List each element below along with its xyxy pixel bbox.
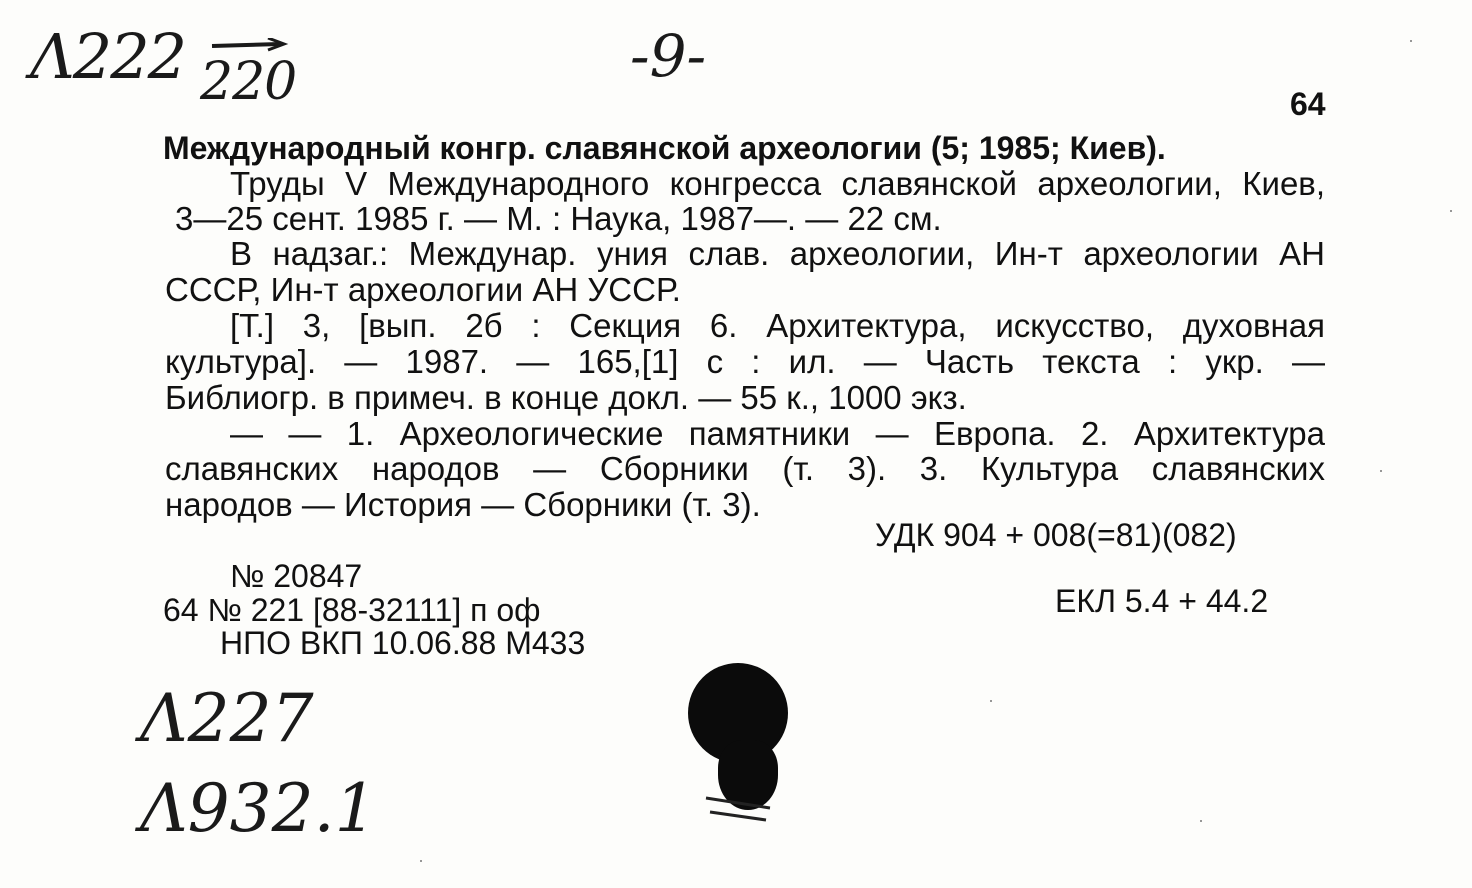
body-line: СССР, Ин-т археологии АН УССР.	[165, 271, 681, 308]
body-line: Библиогр. в примеч. в конце докл. — 55 к., 1000 экз.	[165, 379, 967, 416]
hole-smudge	[700, 790, 780, 830]
body-line: Труды V Международного конгресса славянской археологии, Киев,	[230, 165, 1325, 202]
handwritten-shelfmark-struck: Λ222	[30, 20, 186, 93]
body-line: [Т.] 3, [вып. 2б : Секция 6. Архитектура, искусство, духовная	[230, 307, 1325, 344]
ekl-code: ЕКЛ 5.4 + 44.2	[1055, 583, 1269, 619]
scan-speck	[1380, 470, 1382, 472]
body-line: народов — История — Сборники (т. 3).	[165, 486, 761, 523]
body-line: славянских народов — Сборники (т. 3). 3. Культура славянских	[165, 450, 1325, 487]
scan-speck	[420, 860, 422, 862]
card-heading: Международный конгр. славянской археологии (5; 1985; Киев).	[163, 130, 1166, 166]
handwritten-shelfmark-2: Λ932.1	[140, 770, 377, 847]
page-marker: -9-	[630, 22, 707, 90]
registry-number: № 20847	[230, 558, 363, 594]
scan-speck	[1450, 210, 1452, 212]
registry-order: 64 № 221 [88-32111] п оф	[163, 592, 541, 628]
card-number: 64	[1290, 86, 1326, 122]
body-line: — — 1. Археологические памятники — Европа. 2. Архитектура	[230, 415, 1325, 452]
scan-speck	[1410, 40, 1412, 42]
body-line: культура]. — 1987. — 165,[1] с : ил. — Часть текста : укр. —	[165, 343, 1325, 380]
handwritten-shelfmark-correction: 220	[200, 52, 297, 112]
handwritten-shelfmark-1: Λ227	[140, 680, 314, 757]
scan-speck	[1200, 820, 1202, 822]
registry-publisher: НПО ВКП 10.06.88 М433	[220, 625, 586, 661]
udk-code: УДК 904 + 008(=81)(082)	[875, 517, 1237, 553]
body-line: В надзаг.: Междунар. уния слав. археологии, Ин-т археологии АН	[230, 235, 1325, 272]
body-line: 3—25 сент. 1985 г. — М. : Наука, 1987—. — 22 см.	[175, 200, 942, 237]
scan-speck	[990, 700, 992, 702]
strike-line	[210, 38, 290, 52]
